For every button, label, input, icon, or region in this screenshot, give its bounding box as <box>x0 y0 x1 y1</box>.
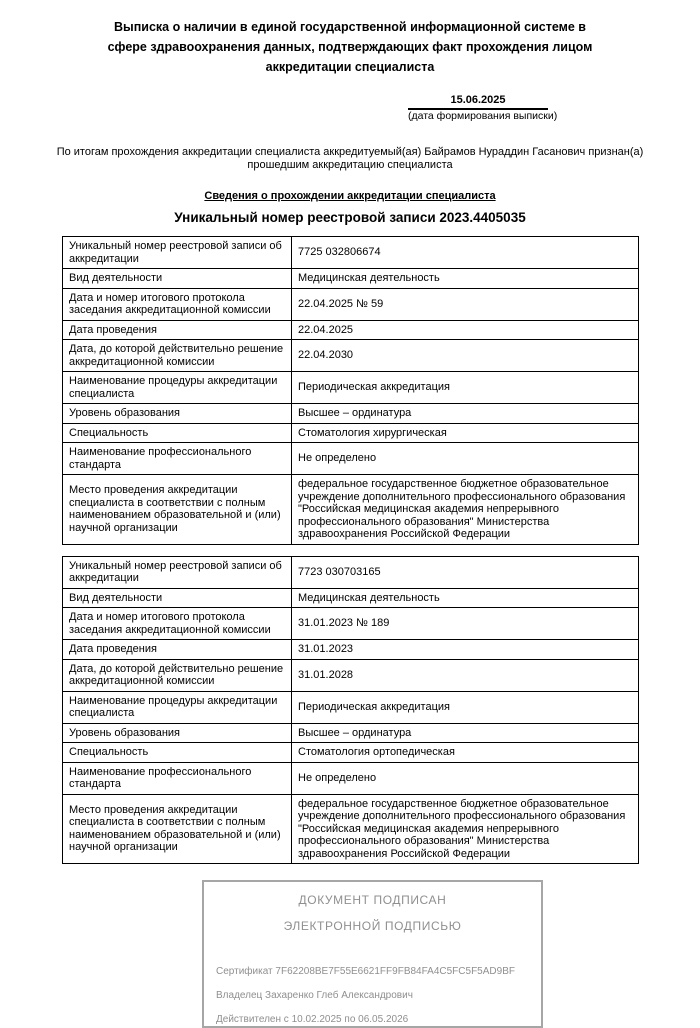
row-value: Не определено <box>292 443 639 475</box>
row-value: Высшее – ординатура <box>292 723 639 743</box>
row-label: Уровень образования <box>63 723 292 743</box>
intro-paragraph: По итогам прохождения аккредитации специалиста аккредитуемый(ая) Байрамов Нураддин Гасанович признан(а) прошедшим аккредитацию специалиста <box>56 146 644 171</box>
document-page <box>0 17 700 1025</box>
row-label: Наименование профессионального стандарта <box>63 762 292 794</box>
table-row <box>63 423 639 443</box>
table-row <box>63 588 639 608</box>
row-value: 31.01.2023 <box>292 640 639 660</box>
formation-date-caption: (дата формирования выписки) <box>408 110 558 122</box>
row-value: Стоматология ортопедическая <box>292 743 639 763</box>
row-label: Уровень образования <box>63 404 292 424</box>
row-label: Наименование процедуры аккредитации специалиста <box>63 691 292 723</box>
row-label: Дата и номер итогового протокола заседания аккредитационной комиссии <box>63 608 292 640</box>
table-row <box>63 443 639 475</box>
row-label: Дата, до которой действительно решение аккредитационной комиссии <box>63 340 292 372</box>
registry-number-heading: Уникальный номер реестровой записи 2023.4405035 <box>174 210 526 225</box>
table-row <box>63 659 639 691</box>
row-value: 7725 032806674 <box>292 237 639 269</box>
row-value: Медицинская деятельность <box>292 269 639 289</box>
row-value: 31.01.2028 <box>292 659 639 691</box>
formation-date: 15.06.2025 <box>408 93 548 110</box>
stamp-certificate: Сертификат 7F62208BE7F55E6621FF9FB84FA4C5FC5F5AD9BF <box>216 966 515 977</box>
row-value: Медицинская деятельность <box>292 588 639 608</box>
table-row <box>63 237 639 269</box>
table-row <box>63 372 639 404</box>
document-title: Выписка о наличии в единой государственной информационной системе в сфере здравоохранения данных, подтверждающих факт прохождения лицом аккредитации специалиста <box>107 20 593 74</box>
row-label: Специальность <box>63 743 292 763</box>
accreditation-table-1 <box>62 236 639 545</box>
row-label: Наименование профессионального стандарта <box>63 443 292 475</box>
stamp-heading-line1: ДОКУМЕНТ ПОДПИСАН <box>298 893 447 907</box>
row-value: Периодическая аккредитация <box>292 691 639 723</box>
row-label: Наименование процедуры аккредитации специалиста <box>63 372 292 404</box>
section-heading: Сведения о прохождении аккредитации специалиста <box>204 190 496 202</box>
row-label: Уникальный номер реестровой записи об аккредитации <box>63 237 292 269</box>
row-label: Дата, до которой действительно решение аккредитационной комиссии <box>63 659 292 691</box>
stamp-heading-line2: ЭЛЕКТРОННОЙ ПОДПИСЬЮ <box>283 919 462 933</box>
table-row <box>63 475 639 545</box>
table-row <box>63 723 639 743</box>
table-row <box>63 340 639 372</box>
stamp-owner: Владелец Захаренко Глеб Александрович <box>216 990 413 1001</box>
table-row <box>63 404 639 424</box>
row-label: Дата проведения <box>63 640 292 660</box>
row-label: Вид деятельности <box>63 588 292 608</box>
row-label: Дата проведения <box>63 320 292 340</box>
accreditation-table-2 <box>62 556 639 865</box>
row-label: Место проведения аккредитации специалиста в соответствии с полным наименованием образовательной и (или) научной организации <box>63 475 292 545</box>
row-label: Специальность <box>63 423 292 443</box>
row-value: Высшее – ординатура <box>292 404 639 424</box>
digital-signature-stamp <box>202 880 543 1028</box>
table-row <box>63 762 639 794</box>
row-label: Место проведения аккредитации специалиста в соответствии с полным наименованием образовательной и (или) научной организации <box>63 794 292 864</box>
row-label: Уникальный номер реестровой записи об аккредитации <box>63 556 292 588</box>
row-label: Вид деятельности <box>63 269 292 289</box>
table-row <box>63 743 639 763</box>
table-row <box>63 640 639 660</box>
row-value: Не определено <box>292 762 639 794</box>
row-value: федеральное государственное бюджетное образовательное учреждение дополнительного профессионального образования "Российская медицинская академия непрерывного профессионального образования" Министерства здравоохранения Российской Федерации <box>292 794 639 864</box>
row-value: 22.04.2030 <box>292 340 639 372</box>
row-value: 22.04.2025 <box>292 320 639 340</box>
row-value: 31.01.2023 № 189 <box>292 608 639 640</box>
row-value: 7723 030703165 <box>292 556 639 588</box>
table-row <box>63 269 639 289</box>
table-row <box>63 794 639 864</box>
table-row <box>63 320 639 340</box>
row-value: 22.04.2025 № 59 <box>292 288 639 320</box>
table-row <box>63 608 639 640</box>
formation-date-block <box>408 93 558 123</box>
row-value: федеральное государственное бюджетное образовательное учреждение дополнительного профессионального образования "Российская медицинская академия непрерывного профессионального образования" Министерства здравоохранения Российской Федерации <box>292 475 639 545</box>
row-value: Стоматология хирургическая <box>292 423 639 443</box>
stamp-validity: Действителен с 10.02.2025 по 06.05.2026 <box>216 1014 409 1025</box>
row-value: Периодическая аккредитация <box>292 372 639 404</box>
table-row <box>63 556 639 588</box>
row-label: Дата и номер итогового протокола заседания аккредитационной комиссии <box>63 288 292 320</box>
table-row <box>63 288 639 320</box>
table-row <box>63 691 639 723</box>
